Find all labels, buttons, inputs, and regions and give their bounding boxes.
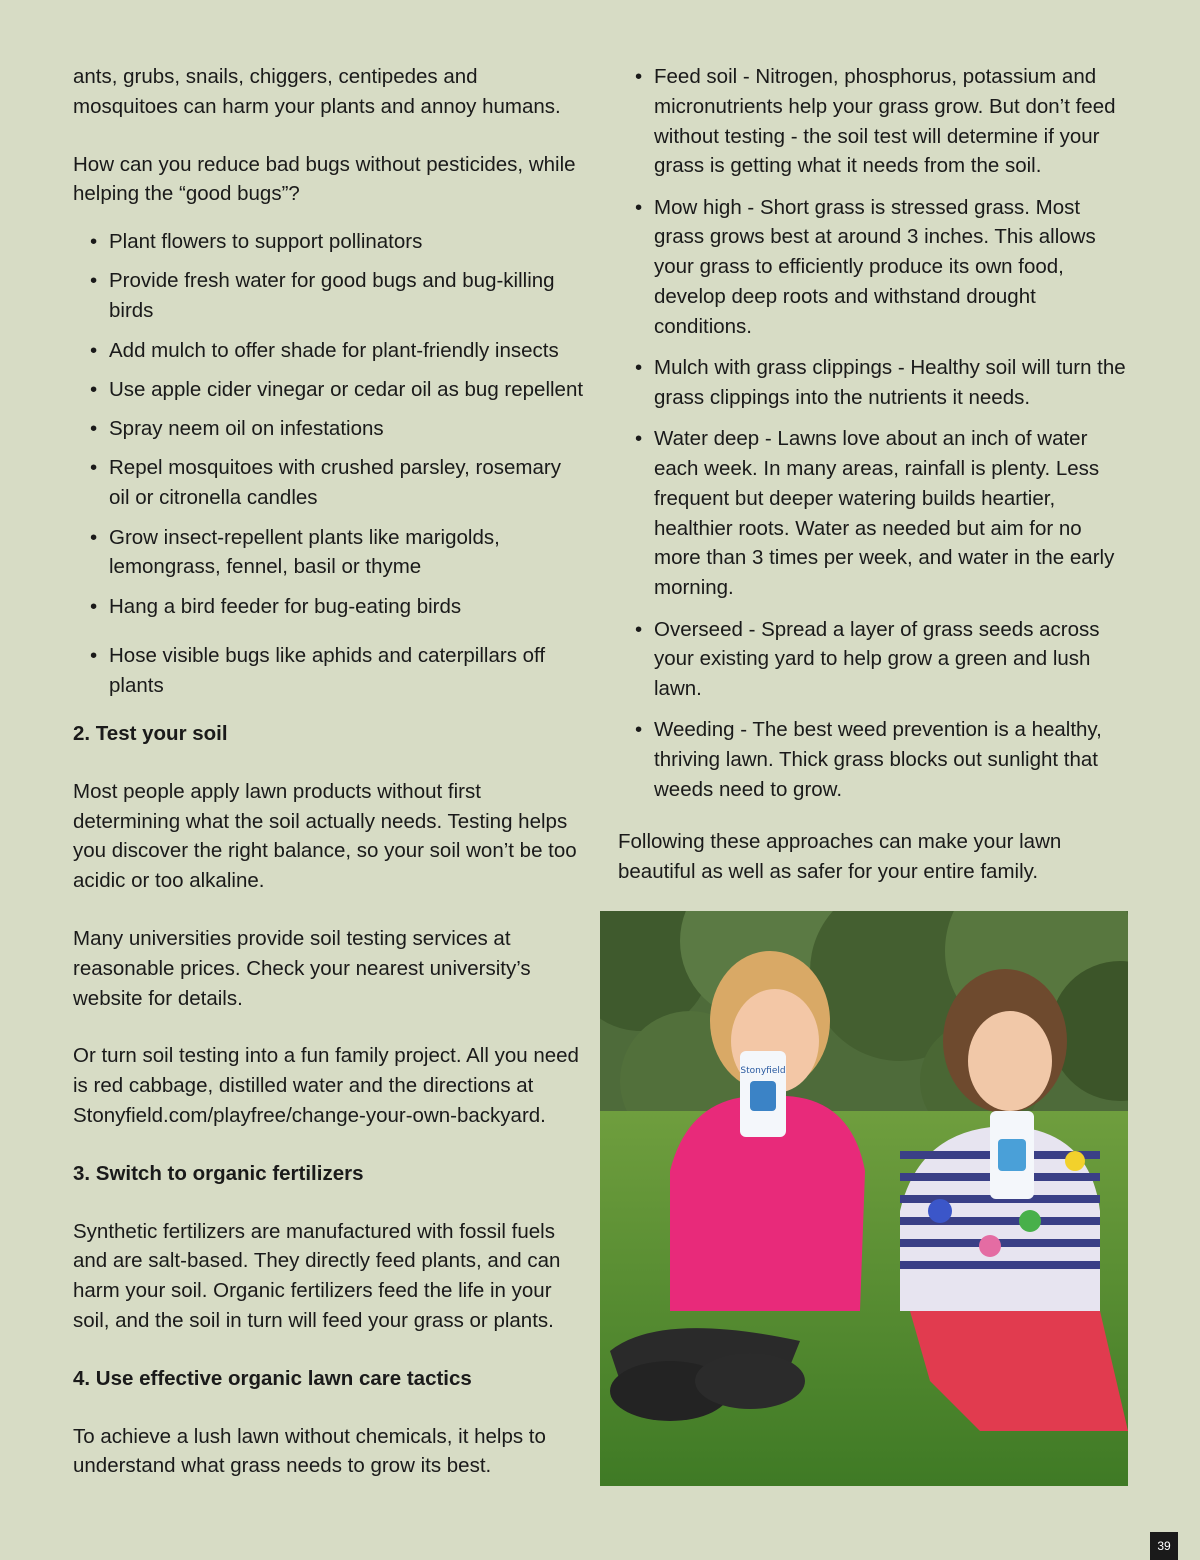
question-paragraph: How can you reduce bad bugs without pesticides, while helping the “good bugs”? xyxy=(73,152,576,206)
soil-paragraph-2: Many universities provide soil testing services at reasonable prices. Check your nearest university’s website for details. xyxy=(73,927,531,1010)
page-number: 39 xyxy=(1150,1532,1178,1560)
bullet: • xyxy=(90,338,98,362)
section-heading-test-soil: 2. Test your soil xyxy=(73,722,228,746)
list-item: • Feed soil - Nitrogen, phosphorus, potassium and micronutrients help your grass grow. But don’t feed without testing - the soil test will determine if your grass is getting what it needs from the soil. xyxy=(618,62,1130,181)
bug-tips-list xyxy=(73,227,585,701)
photo-girls-on-lawn xyxy=(600,911,1128,1486)
bullet: • xyxy=(635,195,643,219)
bullet: • xyxy=(90,377,98,401)
list-item: • Weeding - The best weed prevention is a healthy, thriving lawn. Thick grass blocks out sunlight that weeds need to grow. xyxy=(618,715,1130,804)
list-item: • Repel mosquitoes with crushed parsley, rosemary oil or citronella candles xyxy=(73,453,585,513)
intro-paragraph: ants, grubs, snails, chiggers, centipedes and mosquitoes can harm your plants and annoy humans. xyxy=(73,65,561,118)
lawn-tips-list xyxy=(618,62,1130,805)
bullet: • xyxy=(90,456,98,480)
list-item: • Mow high - Short grass is stressed grass. Most grass grows best at around 3 inches. This allows your grass to efficiently produce its own food, develop deep roots and withstand drought conditions. xyxy=(618,193,1130,342)
bullet: • xyxy=(90,525,98,549)
bullet: • xyxy=(635,356,643,380)
bullet: • xyxy=(90,644,98,668)
lawn-care-paragraph: To achieve a lush lawn without chemicals, it helps to understand what grass needs to grow its best. xyxy=(73,1424,546,1478)
list-item: • Grow insect-repellent plants like marigolds, lemongrass, fennel, basil or thyme xyxy=(73,523,585,583)
bullet: • xyxy=(635,427,643,451)
photo-illustration xyxy=(600,911,1128,1486)
pouch-label: Stonyfield xyxy=(740,1066,786,1076)
list-item: • Hose visible bugs like aphids and caterpillars off plants xyxy=(73,641,585,701)
list-item: • Spray neem oil on infestations xyxy=(73,414,585,444)
section-heading-lawn-care: 4. Use effective organic lawn care tactics xyxy=(73,1366,472,1390)
bullet: • xyxy=(90,417,98,441)
bullet: • xyxy=(635,65,643,88)
soil-paragraph-1: Most people apply lawn products without first determining what the soil actually needs. Testing helps you discover the right balance, so your soil won’t be too acidic or too alkaline. xyxy=(73,779,577,893)
bullet: • xyxy=(635,718,643,742)
list-item: • Water deep - Lawns love about an inch of water each week. In many areas, rainfall is plenty. Less frequent but deeper watering builds heartier, healthier roots. Water as needed but aim for no more than 3 times per week, and water in the early morning. xyxy=(618,424,1130,603)
list-item: • Hang a bird feeder for bug-eating birds xyxy=(73,592,585,622)
list-item: • Plant flowers to support pollinators xyxy=(73,227,585,257)
section-heading-fertilizers: 3. Switch to organic fertilizers xyxy=(73,1161,364,1185)
list-item: • Provide fresh water for good bugs and bug-killing birds xyxy=(73,266,585,326)
bullet: • xyxy=(90,269,98,293)
fertilizer-paragraph: Synthetic fertilizers are manufactured with fossil fuels and are salt-based. They directly feed plants, and can harm your soil. Organic fertilizers feed the life in your soil, and the soil in turn will feed your grass or plants. xyxy=(73,1219,561,1332)
bullet: • xyxy=(90,230,98,254)
bullet: • xyxy=(635,617,643,641)
closing-paragraph: Following these approaches can make your lawn beautiful as well as safer for your entire family. xyxy=(618,829,1062,883)
list-item: • Add mulch to offer shade for plant-friendly insects xyxy=(73,336,585,366)
list-item: • Use apple cider vinegar or cedar oil as bug repellent xyxy=(73,375,585,405)
right-column xyxy=(618,62,1130,974)
left-column xyxy=(73,62,585,1481)
list-item: • Overseed - Spread a layer of grass seeds across your existing yard to help grow a green and lush lawn. xyxy=(618,615,1130,704)
list-item: • Mulch with grass clippings - Healthy soil will turn the grass clippings into the nutrients it needs. xyxy=(618,353,1130,413)
bullet: • xyxy=(90,594,98,618)
soil-paragraph-3: Or turn soil testing into a fun family project. All you need is red cabbage, distilled water and the directions at Stonyfield.com/playfree/change-your-own-backyard. xyxy=(73,1044,579,1128)
